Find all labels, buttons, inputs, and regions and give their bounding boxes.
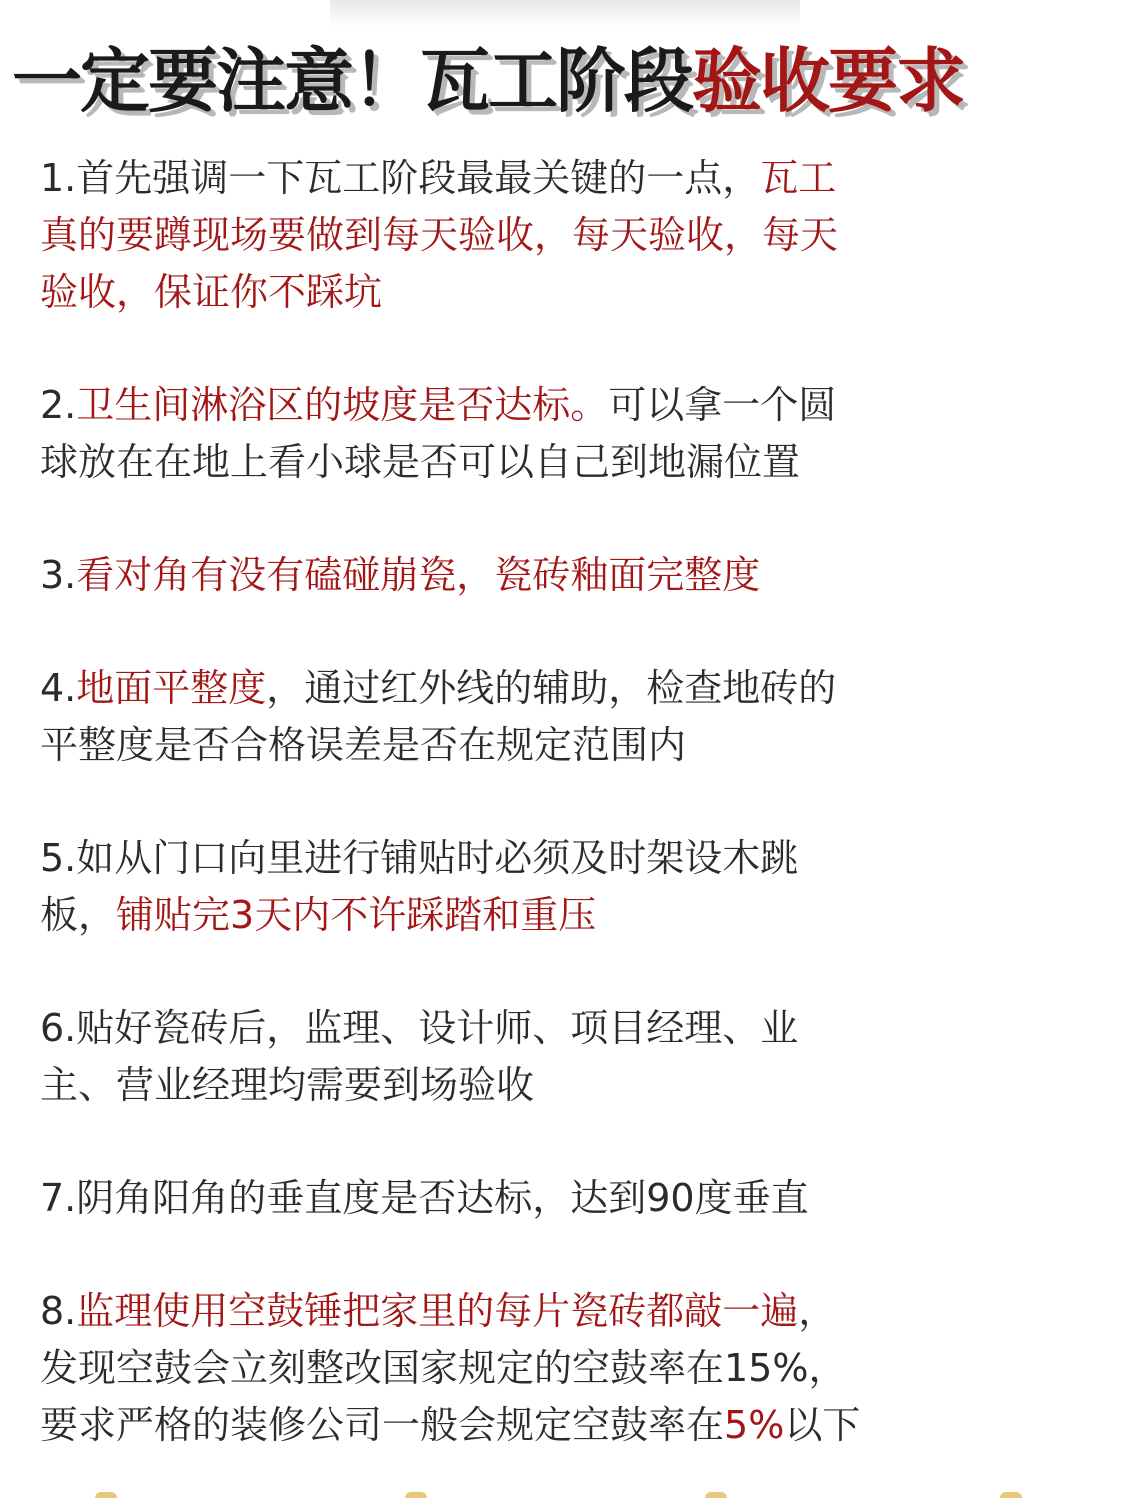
item-highlight: 监理使用空鼓锤把家里的每片瓷砖都敲一遍 bbox=[76, 1289, 799, 1333]
spacer bbox=[40, 1114, 1090, 1170]
item-line bbox=[40, 264, 1090, 321]
spacer bbox=[40, 321, 1090, 377]
item-line bbox=[40, 887, 1090, 944]
item-text: 主、营业经理均需要到场验收 bbox=[40, 1063, 535, 1107]
list-item-2 bbox=[40, 377, 1090, 491]
list-item-6 bbox=[40, 1000, 1090, 1114]
item-text: 要求严格的装修公司一般会规定空鼓率在 bbox=[40, 1403, 725, 1447]
spacer bbox=[40, 604, 1090, 660]
item-line bbox=[40, 660, 1090, 717]
item-line bbox=[40, 717, 1090, 774]
spacer bbox=[40, 944, 1090, 1000]
spacer bbox=[40, 491, 1090, 547]
deco-dot bbox=[1000, 1492, 1022, 1498]
title-black: 一定要注意！瓦工阶段 bbox=[12, 39, 692, 122]
item-highlight: 真的要蹲现场要做到每天验收，每天验收，每天 bbox=[40, 213, 839, 257]
checklist bbox=[40, 150, 1090, 1454]
item-text: 球放在在地上看小球是否可以自己到地漏位置 bbox=[40, 440, 801, 484]
spacer bbox=[40, 774, 1090, 830]
page-title bbox=[12, 26, 1112, 136]
item-line bbox=[40, 1000, 1090, 1057]
bottom-decoration bbox=[0, 1490, 1123, 1498]
item-line bbox=[40, 1397, 1090, 1454]
item-text: ， bbox=[798, 1289, 837, 1333]
item-line bbox=[40, 1283, 1090, 1340]
item-number: 2. bbox=[40, 383, 77, 427]
item-line bbox=[40, 1057, 1090, 1114]
deco-dot bbox=[405, 1492, 427, 1498]
deco-dot bbox=[95, 1492, 117, 1498]
item-text: 板， bbox=[40, 893, 117, 937]
list-item-7 bbox=[40, 1170, 1090, 1227]
item-text: 6.贴好瓷砖后，监理、设计师、项目经理、业 bbox=[40, 1006, 799, 1050]
item-line bbox=[40, 1170, 1090, 1227]
list-item-3 bbox=[40, 547, 1090, 604]
item-line bbox=[40, 207, 1090, 264]
item-text: 5.如从门口向里进行铺贴时必须及时架设木跳 bbox=[40, 836, 799, 880]
spacer bbox=[40, 1227, 1090, 1283]
deco-dot bbox=[705, 1492, 727, 1498]
list-item-1 bbox=[40, 150, 1090, 321]
item-highlight: 铺贴完3天内不许踩踏和重压 bbox=[116, 893, 597, 937]
item-highlight: 看对角有没有磕碰崩瓷，瓷砖釉面完整度 bbox=[76, 553, 761, 597]
item-text: 以下 bbox=[784, 1403, 861, 1447]
item-line bbox=[40, 150, 1090, 207]
item-text: 发现空鼓会立刻整改国家规定的空鼓率在15%， bbox=[40, 1346, 847, 1390]
item-number: 4. bbox=[40, 666, 77, 710]
item-number: 8. bbox=[40, 1289, 77, 1333]
item-line bbox=[40, 830, 1090, 887]
item-text: 平整度是否合格误差是否在规定范围内 bbox=[40, 723, 687, 767]
top-fade bbox=[330, 0, 800, 28]
item-text: 7.阴角阳角的垂直度是否达标，达到90度垂直 bbox=[40, 1176, 809, 1220]
title-red: 验收要求 bbox=[692, 39, 964, 122]
item-highlight: 5% bbox=[724, 1403, 785, 1447]
item-line bbox=[40, 1340, 1090, 1397]
item-highlight: 瓦工 bbox=[760, 156, 837, 200]
item-number: 3. bbox=[40, 553, 77, 597]
item-line bbox=[40, 377, 1090, 434]
item-highlight: 卫生间淋浴区的坡度是否达标。 bbox=[76, 383, 609, 427]
list-item-8 bbox=[40, 1283, 1090, 1454]
item-text: 1.首先强调一下瓦工阶段最最关键的一点， bbox=[40, 156, 761, 200]
item-text: ，通过红外线的辅助，检查地砖的 bbox=[266, 666, 837, 710]
item-text: 可以拿一个圆 bbox=[608, 383, 837, 427]
item-line bbox=[40, 434, 1090, 491]
item-highlight: 验收，保证你不踩坑 bbox=[40, 270, 383, 314]
list-item-5 bbox=[40, 830, 1090, 944]
item-line bbox=[40, 547, 1090, 604]
list-item-4 bbox=[40, 660, 1090, 774]
item-highlight: 地面平整度 bbox=[76, 666, 267, 710]
